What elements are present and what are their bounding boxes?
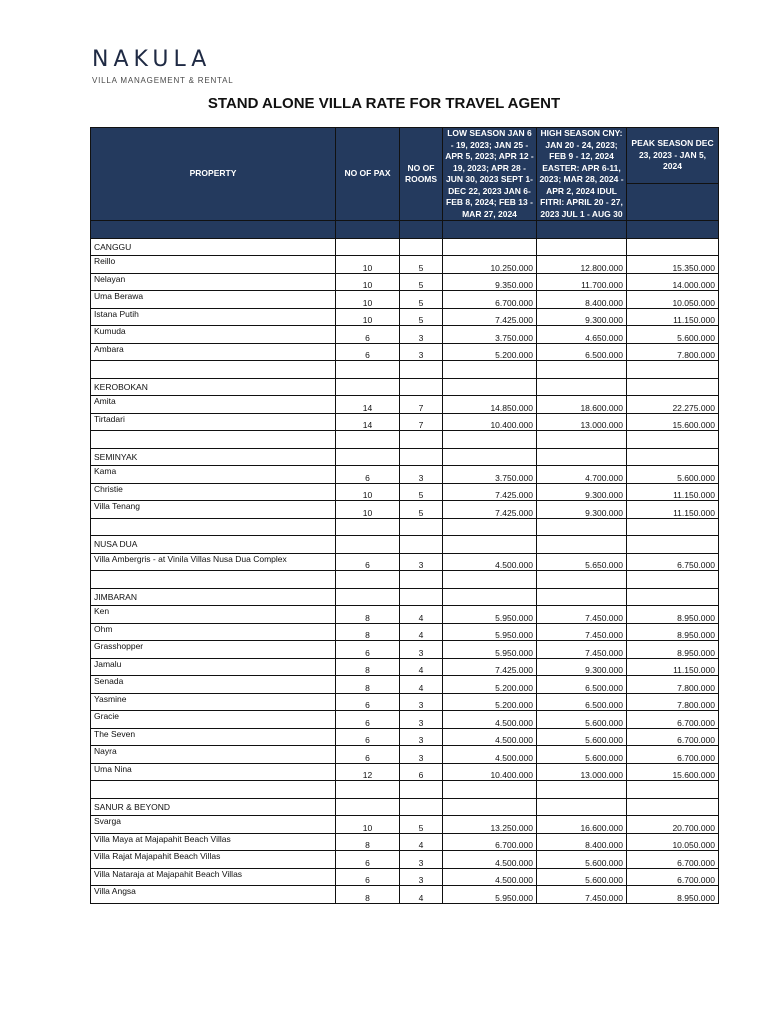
- villa-low-rate: 4.500.000: [443, 728, 537, 746]
- villa-name: Grasshopper: [91, 641, 336, 659]
- region-row: [91, 448, 719, 466]
- empty-cell: [537, 448, 627, 466]
- villa-high-rate: 4.650.000: [537, 326, 627, 344]
- villa-high-rate: 13.000.000: [537, 413, 627, 431]
- villa-pax: 10: [336, 483, 400, 501]
- villa-name: The Seven: [91, 728, 336, 746]
- villa-peak-rate: 11.150.000: [627, 501, 719, 519]
- villa-name: Villa Nataraja at Majapahit Beach Villas: [91, 868, 336, 886]
- table-row: [91, 746, 719, 764]
- villa-rooms: 3: [400, 641, 443, 659]
- villa-low-rate: 9.350.000: [443, 273, 537, 291]
- villa-peak-rate: 6.700.000: [627, 711, 719, 729]
- villa-high-rate: 5.600.000: [537, 746, 627, 764]
- table-row: [91, 343, 719, 361]
- empty-cell: [443, 431, 537, 449]
- header-peak-subcell: [627, 184, 719, 221]
- empty-cell: [400, 448, 443, 466]
- region-name: CANGGU: [91, 238, 336, 256]
- villa-rooms: 4: [400, 676, 443, 694]
- region-name: KEROBOKAN: [91, 378, 336, 396]
- villa-high-rate: 13.000.000: [537, 763, 627, 781]
- villa-pax: 6: [336, 343, 400, 361]
- region-name: SANUR & BEYOND: [91, 798, 336, 816]
- empty-cell: [400, 431, 443, 449]
- villa-peak-rate: 6.750.000: [627, 553, 719, 571]
- villa-name: Nelayan: [91, 273, 336, 291]
- villa-rooms: 3: [400, 868, 443, 886]
- empty-cell: [537, 781, 627, 799]
- villa-low-rate: 14.850.000: [443, 396, 537, 414]
- empty-cell: [443, 361, 537, 379]
- villa-peak-rate: 7.800.000: [627, 676, 719, 694]
- empty-cell: [400, 571, 443, 589]
- villa-rooms: 5: [400, 256, 443, 274]
- empty-cell: [537, 431, 627, 449]
- villa-name: Ohm: [91, 623, 336, 641]
- villa-pax: 6: [336, 466, 400, 484]
- villa-name: Villa Maya at Majapahit Beach Villas: [91, 833, 336, 851]
- table-row: [91, 483, 719, 501]
- header-rooms: NO OF ROOMS: [400, 128, 443, 221]
- table-row: [91, 623, 719, 641]
- empty-cell: [537, 378, 627, 396]
- villa-peak-rate: 14.000.000: [627, 273, 719, 291]
- empty-cell: [91, 518, 336, 536]
- villa-low-rate: 5.200.000: [443, 676, 537, 694]
- villa-rooms: 4: [400, 886, 443, 904]
- villa-name: Svarga: [91, 816, 336, 834]
- villa-low-rate: 5.950.000: [443, 641, 537, 659]
- villa-rooms: 4: [400, 658, 443, 676]
- spacer-row: [91, 781, 719, 799]
- villa-rooms: 3: [400, 746, 443, 764]
- empty-cell: [537, 571, 627, 589]
- empty-cell: [537, 588, 627, 606]
- empty-cell: [400, 518, 443, 536]
- table-row: [91, 553, 719, 571]
- table-row: [91, 466, 719, 484]
- table-row: [91, 606, 719, 624]
- villa-peak-rate: 11.150.000: [627, 483, 719, 501]
- empty-cell: [443, 536, 537, 554]
- villa-high-rate: 7.450.000: [537, 641, 627, 659]
- empty-cell: [400, 588, 443, 606]
- villa-rooms: 4: [400, 833, 443, 851]
- villa-peak-rate: 10.050.000: [627, 833, 719, 851]
- empty-cell: [627, 536, 719, 554]
- villa-name: Ken: [91, 606, 336, 624]
- villa-low-rate: 5.950.000: [443, 886, 537, 904]
- villa-name: Villa Tenang: [91, 501, 336, 519]
- empty-cell: [336, 588, 400, 606]
- villa-peak-rate: 6.700.000: [627, 728, 719, 746]
- table-row: [91, 658, 719, 676]
- villa-rooms: 4: [400, 606, 443, 624]
- empty-cell: [443, 448, 537, 466]
- empty-cell: [537, 238, 627, 256]
- region-row: [91, 798, 719, 816]
- table-row: [91, 693, 719, 711]
- table-row: [91, 676, 719, 694]
- villa-name: Kama: [91, 466, 336, 484]
- villa-low-rate: 4.500.000: [443, 746, 537, 764]
- villa-pax: 10: [336, 291, 400, 309]
- villa-rooms: 4: [400, 623, 443, 641]
- villa-rooms: 3: [400, 851, 443, 869]
- villa-low-rate: 5.200.000: [443, 693, 537, 711]
- table-row: [91, 711, 719, 729]
- empty-cell: [627, 448, 719, 466]
- villa-pax: 6: [336, 851, 400, 869]
- villa-pax: 8: [336, 606, 400, 624]
- villa-high-rate: 18.600.000: [537, 396, 627, 414]
- villa-low-rate: 10.400.000: [443, 413, 537, 431]
- villa-pax: 6: [336, 693, 400, 711]
- empty-cell: [627, 588, 719, 606]
- villa-low-rate: 5.200.000: [443, 343, 537, 361]
- empty-cell: [443, 378, 537, 396]
- villa-low-rate: 5.950.000: [443, 623, 537, 641]
- empty-cell: [400, 536, 443, 554]
- villa-name: Gracie: [91, 711, 336, 729]
- villa-rooms: 6: [400, 763, 443, 781]
- empty-cell: [627, 798, 719, 816]
- villa-name: Jamalu: [91, 658, 336, 676]
- table-row: [91, 886, 719, 904]
- villa-name: Reillo: [91, 256, 336, 274]
- empty-cell: [400, 781, 443, 799]
- empty-cell: [400, 238, 443, 256]
- villa-name: Nayra: [91, 746, 336, 764]
- villa-pax: 10: [336, 273, 400, 291]
- table-row: [91, 868, 719, 886]
- villa-high-rate: 7.450.000: [537, 623, 627, 641]
- villa-peak-rate: 8.950.000: [627, 641, 719, 659]
- region-name: NUSA DUA: [91, 536, 336, 554]
- villa-name: Senada: [91, 676, 336, 694]
- table-row: [91, 396, 719, 414]
- brand-tagline: VILLA MANAGEMENT & RENTAL: [92, 76, 234, 85]
- villa-pax: 8: [336, 833, 400, 851]
- region-row: [91, 238, 719, 256]
- region-row: [91, 378, 719, 396]
- villa-low-rate: 4.500.000: [443, 868, 537, 886]
- empty-cell: [336, 518, 400, 536]
- villa-pax: 6: [336, 711, 400, 729]
- villa-low-rate: 4.500.000: [443, 851, 537, 869]
- villa-pax: 10: [336, 501, 400, 519]
- villa-high-rate: 6.500.000: [537, 693, 627, 711]
- empty-cell: [336, 431, 400, 449]
- villa-pax: 10: [336, 256, 400, 274]
- villa-peak-rate: 5.600.000: [627, 466, 719, 484]
- villa-pax: 6: [336, 728, 400, 746]
- empty-cell: [627, 431, 719, 449]
- villa-peak-rate: 11.150.000: [627, 308, 719, 326]
- villa-rooms: 5: [400, 483, 443, 501]
- villa-pax: 6: [336, 553, 400, 571]
- document-title: STAND ALONE VILLA RATE FOR TRAVEL AGENT: [207, 95, 561, 112]
- villa-high-rate: 9.300.000: [537, 308, 627, 326]
- table-row: [91, 641, 719, 659]
- villa-name: Villa Angsa: [91, 886, 336, 904]
- empty-cell: [336, 798, 400, 816]
- header-stripe: [91, 221, 719, 239]
- villa-low-rate: 4.500.000: [443, 553, 537, 571]
- villa-name: Villa Rajat Majapahit Beach Villas: [91, 851, 336, 869]
- villa-peak-rate: 5.600.000: [627, 326, 719, 344]
- villa-peak-rate: 11.150.000: [627, 658, 719, 676]
- empty-cell: [400, 798, 443, 816]
- header-peak-season: PEAK SEASON DEC 23, 2023 - JAN 5, 2024: [627, 128, 719, 184]
- empty-cell: [537, 361, 627, 379]
- villa-high-rate: 5.600.000: [537, 711, 627, 729]
- empty-cell: [537, 536, 627, 554]
- villa-high-rate: 8.400.000: [537, 291, 627, 309]
- region-name: SEMINYAK: [91, 448, 336, 466]
- villa-low-rate: 3.750.000: [443, 326, 537, 344]
- villa-pax: 8: [336, 676, 400, 694]
- table-row: [91, 763, 719, 781]
- villa-name: Yasmine: [91, 693, 336, 711]
- villa-rooms: 5: [400, 273, 443, 291]
- table-row: [91, 308, 719, 326]
- villa-pax: 12: [336, 763, 400, 781]
- villa-peak-rate: 8.950.000: [627, 606, 719, 624]
- villa-pax: 14: [336, 396, 400, 414]
- empty-cell: [627, 781, 719, 799]
- villa-rooms: 7: [400, 413, 443, 431]
- empty-cell: [443, 518, 537, 536]
- villa-low-rate: 6.700.000: [443, 291, 537, 309]
- villa-high-rate: 5.600.000: [537, 851, 627, 869]
- villa-pax: 8: [336, 658, 400, 676]
- villa-high-rate: 5.600.000: [537, 728, 627, 746]
- villa-high-rate: 9.300.000: [537, 483, 627, 501]
- villa-pax: 8: [336, 623, 400, 641]
- brand-logo: [92, 48, 234, 86]
- header-pax: NO OF PAX: [336, 128, 400, 221]
- villa-low-rate: 7.425.000: [443, 483, 537, 501]
- villa-high-rate: 16.600.000: [537, 816, 627, 834]
- villa-low-rate: 10.400.000: [443, 763, 537, 781]
- villa-pax: 6: [336, 868, 400, 886]
- villa-high-rate: 4.700.000: [537, 466, 627, 484]
- villa-high-rate: 9.300.000: [537, 501, 627, 519]
- table-row: [91, 851, 719, 869]
- empty-cell: [627, 361, 719, 379]
- table-row: [91, 816, 719, 834]
- villa-rooms: 5: [400, 501, 443, 519]
- header-property: PROPERTY: [91, 128, 336, 221]
- villa-peak-rate: 6.700.000: [627, 868, 719, 886]
- region-row: [91, 588, 719, 606]
- villa-peak-rate: 7.800.000: [627, 343, 719, 361]
- rate-table-body: [91, 238, 719, 903]
- rate-table: [90, 127, 719, 904]
- empty-cell: [91, 431, 336, 449]
- table-row: [91, 256, 719, 274]
- villa-name: Tirtadari: [91, 413, 336, 431]
- spacer-row: [91, 431, 719, 449]
- table-row: [91, 291, 719, 309]
- region-row: [91, 536, 719, 554]
- empty-cell: [91, 571, 336, 589]
- table-row: [91, 413, 719, 431]
- villa-peak-rate: 15.600.000: [627, 413, 719, 431]
- villa-peak-rate: 20.700.000: [627, 816, 719, 834]
- villa-name: Ambara: [91, 343, 336, 361]
- empty-cell: [443, 781, 537, 799]
- villa-low-rate: 4.500.000: [443, 711, 537, 729]
- villa-low-rate: 5.950.000: [443, 606, 537, 624]
- villa-low-rate: 6.700.000: [443, 833, 537, 851]
- empty-cell: [400, 361, 443, 379]
- empty-cell: [443, 798, 537, 816]
- villa-pax: 14: [336, 413, 400, 431]
- villa-high-rate: 11.700.000: [537, 273, 627, 291]
- villa-low-rate: 7.425.000: [443, 308, 537, 326]
- empty-cell: [443, 588, 537, 606]
- spacer-row: [91, 571, 719, 589]
- villa-peak-rate: 6.700.000: [627, 851, 719, 869]
- empty-cell: [91, 361, 336, 379]
- villa-name: Kumuda: [91, 326, 336, 344]
- empty-cell: [336, 448, 400, 466]
- empty-cell: [627, 238, 719, 256]
- villa-low-rate: 7.425.000: [443, 501, 537, 519]
- header-low-season: LOW SEASON JAN 6 - 19, 2023; JAN 25 - APR 5, 2023; APR 12 - 19, 2023; APR 28 - JUN 30, 2023 SEPT 1-DEC 22, 2023 JAN 6-FEB 8, 2024; FEB 13 - MAR 27, 2024: [443, 128, 537, 221]
- villa-pax: 6: [336, 746, 400, 764]
- empty-cell: [627, 518, 719, 536]
- villa-name: Uma Berawa: [91, 291, 336, 309]
- empty-cell: [400, 378, 443, 396]
- header-high-season: HIGH SEASON CNY: JAN 20 - 24, 2023; FEB 9 - 12, 2024 EASTER: APR 6-11, 2023; MAR 28, 2024 - APR 2, 2024 IDUL FITRI: APRIL 20 - 27, 2023 JUL 1 - AUG 30: [537, 128, 627, 221]
- villa-name: Istana Putih: [91, 308, 336, 326]
- villa-peak-rate: 8.950.000: [627, 623, 719, 641]
- villa-high-rate: 5.650.000: [537, 553, 627, 571]
- villa-pax: 6: [336, 326, 400, 344]
- brand-name: NAKULA: [92, 47, 212, 72]
- villa-high-rate: 7.450.000: [537, 606, 627, 624]
- villa-pax: 10: [336, 308, 400, 326]
- table-row: [91, 833, 719, 851]
- table-row: [91, 728, 719, 746]
- spacer-row: [91, 361, 719, 379]
- empty-cell: [537, 518, 627, 536]
- villa-high-rate: 8.400.000: [537, 833, 627, 851]
- spacer-row: [91, 518, 719, 536]
- villa-high-rate: 5.600.000: [537, 868, 627, 886]
- villa-peak-rate: 22.275.000: [627, 396, 719, 414]
- villa-rooms: 3: [400, 466, 443, 484]
- villa-low-rate: 7.425.000: [443, 658, 537, 676]
- table-row: [91, 501, 719, 519]
- villa-name: Villa Ambergris - at Vinila Villas Nusa Dua Complex: [91, 553, 336, 571]
- villa-rooms: 7: [400, 396, 443, 414]
- villa-high-rate: 12.800.000: [537, 256, 627, 274]
- villa-peak-rate: 15.350.000: [627, 256, 719, 274]
- villa-peak-rate: 8.950.000: [627, 886, 719, 904]
- villa-rooms: 5: [400, 291, 443, 309]
- empty-cell: [627, 571, 719, 589]
- villa-peak-rate: 6.700.000: [627, 746, 719, 764]
- villa-name: Christie: [91, 483, 336, 501]
- villa-name: Amita: [91, 396, 336, 414]
- empty-cell: [627, 378, 719, 396]
- villa-rooms: 3: [400, 728, 443, 746]
- villa-high-rate: 9.300.000: [537, 658, 627, 676]
- villa-peak-rate: 15.600.000: [627, 763, 719, 781]
- empty-cell: [336, 571, 400, 589]
- empty-cell: [91, 781, 336, 799]
- villa-rooms: 5: [400, 816, 443, 834]
- villa-high-rate: 6.500.000: [537, 676, 627, 694]
- villa-high-rate: 6.500.000: [537, 343, 627, 361]
- villa-pax: 8: [336, 886, 400, 904]
- empty-cell: [443, 571, 537, 589]
- empty-cell: [336, 781, 400, 799]
- region-name: JIMBARAN: [91, 588, 336, 606]
- empty-cell: [336, 378, 400, 396]
- villa-rooms: 5: [400, 308, 443, 326]
- villa-rooms: 3: [400, 693, 443, 711]
- villa-rooms: 3: [400, 553, 443, 571]
- villa-peak-rate: 10.050.000: [627, 291, 719, 309]
- empty-cell: [336, 536, 400, 554]
- villa-low-rate: 13.250.000: [443, 816, 537, 834]
- empty-cell: [336, 361, 400, 379]
- villa-pax: 6: [336, 641, 400, 659]
- villa-high-rate: 7.450.000: [537, 886, 627, 904]
- villa-rooms: 3: [400, 711, 443, 729]
- empty-cell: [443, 238, 537, 256]
- villa-low-rate: 3.750.000: [443, 466, 537, 484]
- villa-name: Uma Nina: [91, 763, 336, 781]
- table-row: [91, 273, 719, 291]
- empty-cell: [336, 238, 400, 256]
- villa-low-rate: 10.250.000: [443, 256, 537, 274]
- villa-pax: 10: [336, 816, 400, 834]
- table-row: [91, 326, 719, 344]
- villa-rooms: 3: [400, 343, 443, 361]
- empty-cell: [537, 798, 627, 816]
- villa-rooms: 3: [400, 326, 443, 344]
- villa-peak-rate: 7.800.000: [627, 693, 719, 711]
